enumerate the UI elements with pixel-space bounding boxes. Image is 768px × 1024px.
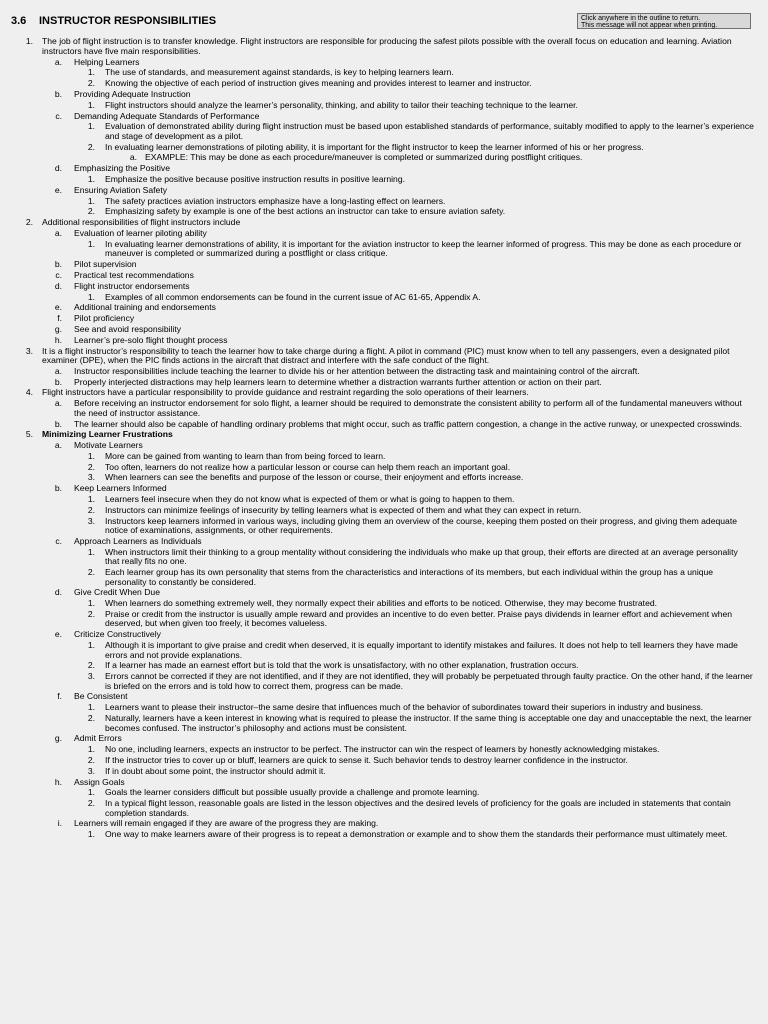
outline-item-level-3[interactable] — [0, 703, 768, 713]
outline-item-level-2[interactable] — [0, 420, 768, 430]
outline-item-level-3[interactable] — [0, 672, 768, 691]
outline-item-text: It is a flight instructor’s responsibility to teach the learner how to take charge during a flight. A pilot in command (PIC) must know when to tell any passengers, even a designated pilot examiner (DPE), when the PIC finds actions in the aircraft that distract and interfere with the safe conduct of the flight. — [42, 345, 730, 366]
outline-item-level-2[interactable] — [0, 303, 768, 313]
outline-item-label: 1. — [87, 640, 95, 651]
outline-item-level-2[interactable] — [0, 336, 768, 346]
outline-item-label: 2. — [87, 713, 95, 724]
outline-item-label: b. — [54, 418, 62, 429]
notice-line-1: Click anywhere in the outline to return. — [581, 15, 701, 22]
outline-item-level-3[interactable] — [0, 714, 768, 733]
outline-item-text: Instructors keep learners informed in various ways, including giving them an overview of the course, keeping them posted on their progress, and giving them adequate notice of examinations, assignments, or other requirements. — [105, 515, 737, 536]
outline-item-text: Admit Errors — [74, 733, 122, 744]
outline-item-text: Providing Adequate Instruction — [74, 88, 191, 99]
outline-item-label: 1. — [87, 598, 95, 609]
outline-item-text: When learners can see the benefits and purpose of the lesson or course, their enjoyment and efforts increase. — [105, 472, 524, 483]
outline-item-text: Additional responsibilities of flight instructors include — [42, 217, 241, 228]
outline-item-label: 3. — [25, 345, 33, 356]
outline-item-level-3[interactable] — [0, 548, 768, 567]
outline-item-text: Give Credit When Due — [74, 587, 160, 598]
outline-item-level-3[interactable] — [0, 661, 768, 671]
outline-item-text: Be Consistent — [74, 691, 128, 702]
outline-item-text: Instructor responsibilities include teaching the learner to divide his or her attention between the distracting task and maintaining control of the aircraft. — [74, 365, 640, 376]
outline-item-label: 2. — [87, 798, 95, 809]
outline-item-label: 1. — [87, 546, 95, 557]
outline-item-text: Helping Learners — [74, 56, 140, 67]
outline-item-label: 1. — [87, 67, 95, 78]
outline-item-text: Evaluation of demonstrated ability during flight instruction must be based upon established standards of performance, suitably modified to apply to the learner’s experience and stage of development as a pilot. — [105, 121, 754, 141]
outline-item-label: 3. — [87, 515, 95, 526]
outline-item-text: In evaluating learner demonstrations of ability, it is important for the aviation instructor to keep the learner informed of progress. This may be done as each procedure or maneuver is completed or summarized during a postflight or class critique. — [105, 238, 742, 259]
outline-item-label: 1. — [87, 744, 95, 755]
outline-item-text: Motivate Learners — [74, 440, 143, 451]
outline-item-label: d. — [54, 163, 62, 174]
outline-item-text: Flight instructors have a particular responsibility to provide guidance and restraint regarding the solo operations of their learners. — [42, 387, 529, 398]
outline-item-level-2[interactable] — [0, 692, 768, 702]
outline-item-label: 2. — [87, 141, 95, 152]
outline-item-text: If the instructor tries to cover up or bluff, learners are quick to sense it. Such behavior tends to destroy learner confidence in the instructor. — [105, 754, 628, 765]
outline-item-level-2[interactable] — [0, 58, 768, 68]
outline-item-label: h. — [54, 776, 62, 787]
outline-item-level-2[interactable] — [0, 819, 768, 829]
outline-item-label: 2. — [87, 461, 95, 472]
outline-item-level-3[interactable] — [0, 101, 768, 111]
outline-item-level-3[interactable] — [0, 207, 768, 217]
outline-item-label: 1. — [87, 450, 95, 461]
outline-item-text: Flight instructors should analyze the learner’s personality, thinking, and ability to tailor their teaching technique to the learner. — [105, 99, 578, 110]
outline-item-text: Goals the learner considers difficult but possible usually provide a challenge and promote learning. — [105, 787, 480, 798]
outline-item-text: See and avoid responsibility — [74, 323, 182, 334]
outline-item-label: 1. — [87, 291, 95, 302]
section-number: 3.6 — [11, 15, 27, 27]
outline-item-level-2[interactable] — [0, 630, 768, 640]
outline-item-label: 2. — [87, 504, 95, 515]
outline-item-text: Learners want to please their instructor–the same desire that influences much of the behavior of subordinates toward their superiors in industry and business. — [105, 702, 704, 713]
outline-item-level-1[interactable] — [0, 388, 768, 398]
outline-item-level-2[interactable] — [0, 282, 768, 292]
outline-item-level-2[interactable] — [0, 484, 768, 494]
outline-item-text: Learners feel insecure when they do not know what is expected of them or what is going to happen to them. — [105, 494, 515, 505]
outline-item-level-3[interactable] — [0, 293, 768, 303]
outline-item-label: 1. — [87, 174, 95, 185]
outline-item-level-3[interactable] — [0, 756, 768, 766]
outline-item-text: When instructors limit their thinking to a group mentality without considering the individuals who make up that group, their efforts are directed at an average personality that really fits no one. — [105, 546, 738, 567]
outline-item-level-1[interactable] — [0, 37, 768, 56]
outline-item-text: If a learner has made an earnest effort but is told that the work is unsatisfactory, with no other explanation, frustration occurs. — [105, 660, 579, 671]
outline-item-level-3[interactable] — [0, 767, 768, 777]
outline-item-level-1[interactable] — [0, 347, 768, 366]
outline-item-label: a. — [129, 152, 137, 163]
return-notice-box[interactable] — [577, 13, 751, 29]
outline-item-text: The use of standards, and measurement against standards, is key to helping learners learn. — [105, 67, 454, 78]
outline-item-label: a. — [54, 440, 62, 451]
outline-item-label: 1. — [87, 121, 95, 132]
outline-item-level-3[interactable] — [0, 463, 768, 473]
outline-item-level-3[interactable] — [0, 799, 768, 818]
outline-item-text: Naturally, learners have a keen interest in knowing what is required to please the instructor. If the same thing is acceptable one day and unacceptable the next, the learner becomes confused. The instructor’s philosophy and actions must be consistent. — [105, 713, 752, 733]
outline-item-text: Before receiving an instructor endorsement for solo flight, a learner should be required to demonstrate the consistent ability to perform all of the fundamental maneuvers without the need of instructor assistance. — [74, 398, 742, 418]
outline-item-label: 4. — [25, 387, 33, 398]
outline-item-label: c. — [55, 269, 62, 280]
outline-item-label: d. — [54, 280, 62, 291]
outline-item-text: In evaluating learner demonstrations of piloting ability, it is important for the flight instructor to keep the learner informed of his or her progress. — [105, 141, 644, 152]
outline-item-text: If in doubt about some point, the instructor should admit it. — [105, 765, 326, 776]
outline-item-level-4[interactable] — [0, 153, 768, 163]
outline-item-text: Emphasizing safety by example is one of the best actions an instructor can take to ensure aviation safety. — [105, 206, 506, 217]
outline-list[interactable] — [0, 36, 768, 840]
section-title: INSTRUCTOR RESPONSIBILITIES — [39, 15, 217, 27]
outline-item-label: 2. — [87, 608, 95, 619]
outline-item-label: 1. — [25, 36, 33, 47]
outline-item-label: f. — [57, 691, 62, 702]
outline-item-level-2[interactable] — [0, 537, 768, 547]
outline-item-text: Assign Goals — [74, 776, 125, 787]
outline-item-label: e. — [54, 302, 62, 313]
outline-item-label: a. — [54, 56, 62, 67]
outline-item-level-2[interactable] — [0, 271, 768, 281]
outline-item-level-3[interactable] — [0, 610, 768, 629]
outline-item-text: Additional training and endorsements — [74, 302, 216, 313]
outline-item-text: EXAMPLE: This may be done as each procedure/maneuver is completed or summarized during postflight critiques. — [145, 152, 583, 163]
outline-item-level-3[interactable] — [0, 143, 768, 153]
outline-item-text: Pilot supervision — [74, 259, 137, 270]
outline-item-level-2[interactable] — [0, 441, 768, 451]
section-heading — [11, 15, 216, 27]
outline-item-text: Errors cannot be corrected if they are not identified, and if they are not identified, they will probably be perpetuated through faulty practice. On the other hand, if the learner is briefed on the errors and is told how to correct them, progress can be made. — [105, 671, 753, 691]
outline-item-level-2[interactable] — [0, 399, 768, 418]
outline-item-text: Learner’s pre-solo flight thought process — [74, 334, 228, 345]
outline-item-level-3[interactable] — [0, 68, 768, 78]
outline-item-label: g. — [54, 323, 62, 334]
outline-item-level-3[interactable] — [0, 473, 768, 483]
outline-item-level-2[interactable] — [0, 229, 768, 239]
outline-item-label: c. — [55, 535, 62, 546]
outline-item-label: b. — [54, 483, 62, 494]
outline-item-level-2[interactable] — [0, 164, 768, 174]
outline-item-label: 3. — [87, 472, 95, 483]
outline-item-text: Each learner group has its own personality that stems from the characteristics and interactions of its members, but each individual within the group has a unique personality to constantly be considered. — [105, 567, 714, 587]
outline-item-label: a. — [54, 365, 62, 376]
outline-item-level-3[interactable] — [0, 641, 768, 660]
outline-item-text: When learners do something extremely well, they normally expect their abilities and efforts to be noticed. Otherwise, they may become frustrated. — [105, 598, 658, 609]
outline-item-label: 3. — [87, 671, 95, 682]
outline-item-label: 1. — [87, 702, 95, 713]
outline-item-level-2[interactable] — [0, 778, 768, 788]
outline-item-level-2[interactable] — [0, 588, 768, 598]
outline-item-label: g. — [54, 733, 62, 744]
outline-item-text: Pilot proficiency — [74, 313, 135, 324]
outline-item-text: The learner should also be capable of handling ordinary problems that might occur, such as traffic pattern congestion, a change in the active runway, or unexpected crosswinds. — [74, 418, 742, 429]
outline-item-text: In a typical flight lesson, reasonable goals are listed in the lesson objectives and the desired levels of proficiency for the goals are included in statements that contain completion standards. — [105, 798, 731, 818]
outline-item-text: One way to make learners aware of their progress is to repeat a demonstration or example and to show them the standards their performance must ultimately meet. — [105, 829, 728, 840]
outline-item-text: Flight instructor endorsements — [74, 280, 190, 291]
outline-item-level-2[interactable] — [0, 378, 768, 388]
outline-item-level-3[interactable] — [0, 240, 768, 259]
outline-item-label: d. — [54, 587, 62, 598]
outline-item-label: e. — [54, 184, 62, 195]
outline-item-text: The job of flight instruction is to transfer knowledge. Flight instructors are responsible for producing the safest pilots possible with the overall focus on education and learning. Aviation instructors have five main responsibilities. — [42, 36, 732, 56]
outline-item-label: 2. — [25, 217, 33, 228]
outline-item-level-2[interactable] — [0, 314, 768, 324]
outline-item-level-3[interactable] — [0, 517, 768, 536]
outline-item-level-3[interactable] — [0, 788, 768, 798]
outline-item-level-3[interactable] — [0, 495, 768, 505]
outline-item-label: 2. — [87, 754, 95, 765]
outline-item-label: a. — [54, 228, 62, 239]
outline-item-level-2[interactable] — [0, 90, 768, 100]
outline-item-label: i. — [57, 818, 62, 829]
outline-item-text: Evaluation of learner piloting ability — [74, 228, 207, 239]
outline-item-text: Approach Learners as Individuals — [74, 535, 202, 546]
outline-item-text: Although it is important to give praise and credit when deserved, it is equally important to identify mistakes and failures. It does not help to tell learners they have made errors and not provide explanations. — [105, 640, 738, 660]
outline-item-text: Examples of all common endorsements can be found in the current issue of AC 61-65, Appendix A. — [105, 291, 481, 302]
outline-item-text: Demanding Adequate Standards of Performance — [74, 110, 260, 121]
outline-item-level-3[interactable] — [0, 599, 768, 609]
outline-item-text: More can be gained from wanting to learn than from being forced to learn. — [105, 450, 386, 461]
outline-item-level-3[interactable] — [0, 745, 768, 755]
outline-item-level-2[interactable] — [0, 325, 768, 335]
outline-item-label: c. — [55, 110, 62, 121]
outline-item-level-2[interactable] — [0, 186, 768, 196]
outline-item-label: f. — [57, 313, 62, 324]
outline-item-text: Properly interjected distractions may help learners learn to determine whether a distraction warrants further attention or action on their part. — [74, 376, 602, 387]
outline-item-text: Learners will remain engaged if they are aware of the progress they are making. — [74, 818, 379, 829]
outline-item-label: 1. — [87, 787, 95, 798]
outline-item-level-3[interactable] — [0, 122, 768, 141]
outline-item-label: 1. — [87, 494, 95, 505]
outline-item-text: No one, including learners, expects an instructor to be perfect. The instructor can win the respect of learners by honestly acknowledging mistakes. — [105, 744, 660, 755]
outline-item-label: 2. — [87, 567, 95, 578]
outline-item-text: Knowing the objective of each period of instruction gives meaning and provides interest to learner and instructor. — [105, 78, 532, 89]
outline-item-level-3[interactable] — [0, 506, 768, 516]
outline-item-label: 2. — [87, 206, 95, 217]
outline-item-label: 1. — [87, 829, 95, 840]
outline-item-text: Ensuring Aviation Safety — [74, 184, 167, 195]
outline-item-label: 3. — [87, 765, 95, 776]
outline-item-label: 5. — [25, 429, 33, 440]
outline-item-level-2[interactable] — [0, 734, 768, 744]
outline-item-level-3[interactable] — [0, 830, 768, 840]
outline-item-text: Instructors can minimize feelings of insecurity by telling learners what is expected of them and what they can expect in return. — [105, 504, 582, 515]
outline-item-level-3[interactable] — [0, 175, 768, 185]
outline-item-text: Emphasize the positive because positive instruction results in positive learning. — [105, 174, 405, 185]
outline-item-level-3[interactable] — [0, 452, 768, 462]
outline-item-text: Praise or credit from the instructor is usually ample reward and provides an incentive to do even better. Praise pays dividends in learner effort and achievement when deserved, but when given too freely, it becomes valueless. — [105, 608, 733, 629]
outline-item-text: Emphasizing the Positive — [74, 163, 171, 174]
outline-item-label: h. — [54, 334, 62, 345]
outline-item-level-3[interactable] — [0, 568, 768, 587]
outline-item-level-2[interactable] — [0, 112, 768, 122]
outline-item-label: 2. — [87, 78, 95, 89]
outline-item-label: b. — [54, 259, 62, 270]
outline-item-text: Too often, learners do not realize how a particular lesson or course can help them reach an important goal. — [105, 461, 511, 472]
outline-item-text: Keep Learners Informed — [74, 483, 167, 494]
outline-item-level-3[interactable] — [0, 197, 768, 207]
outline-item-label: 1. — [87, 195, 95, 206]
outline-item-text: The safety practices aviation instructors emphasize have a long-lasting effect on learners. — [105, 195, 446, 206]
outline-item-level-1[interactable] — [0, 218, 768, 228]
outline-item-level-2[interactable] — [0, 260, 768, 270]
outline-item-label: 1. — [87, 238, 95, 249]
outline-item-level-2[interactable] — [0, 367, 768, 377]
outline-item-text: Criticize Constructively — [74, 629, 161, 640]
outline-item-label: 2. — [87, 660, 95, 671]
outline-item-text: Minimizing Learner Frustrations — [42, 429, 173, 440]
outline-item-label: b. — [54, 376, 62, 387]
outline-item-label: e. — [54, 629, 62, 640]
outline-item-label: 1. — [87, 99, 95, 110]
outline-item-label: b. — [54, 88, 62, 99]
outline-item-text: Practical test recommendations — [74, 269, 194, 280]
notice-line-2: This message will not appear when printing. — [581, 22, 718, 30]
outline-item-level-3[interactable] — [0, 79, 768, 89]
outline-item-label: a. — [54, 398, 62, 409]
outline-item-level-1[interactable] — [0, 430, 768, 440]
